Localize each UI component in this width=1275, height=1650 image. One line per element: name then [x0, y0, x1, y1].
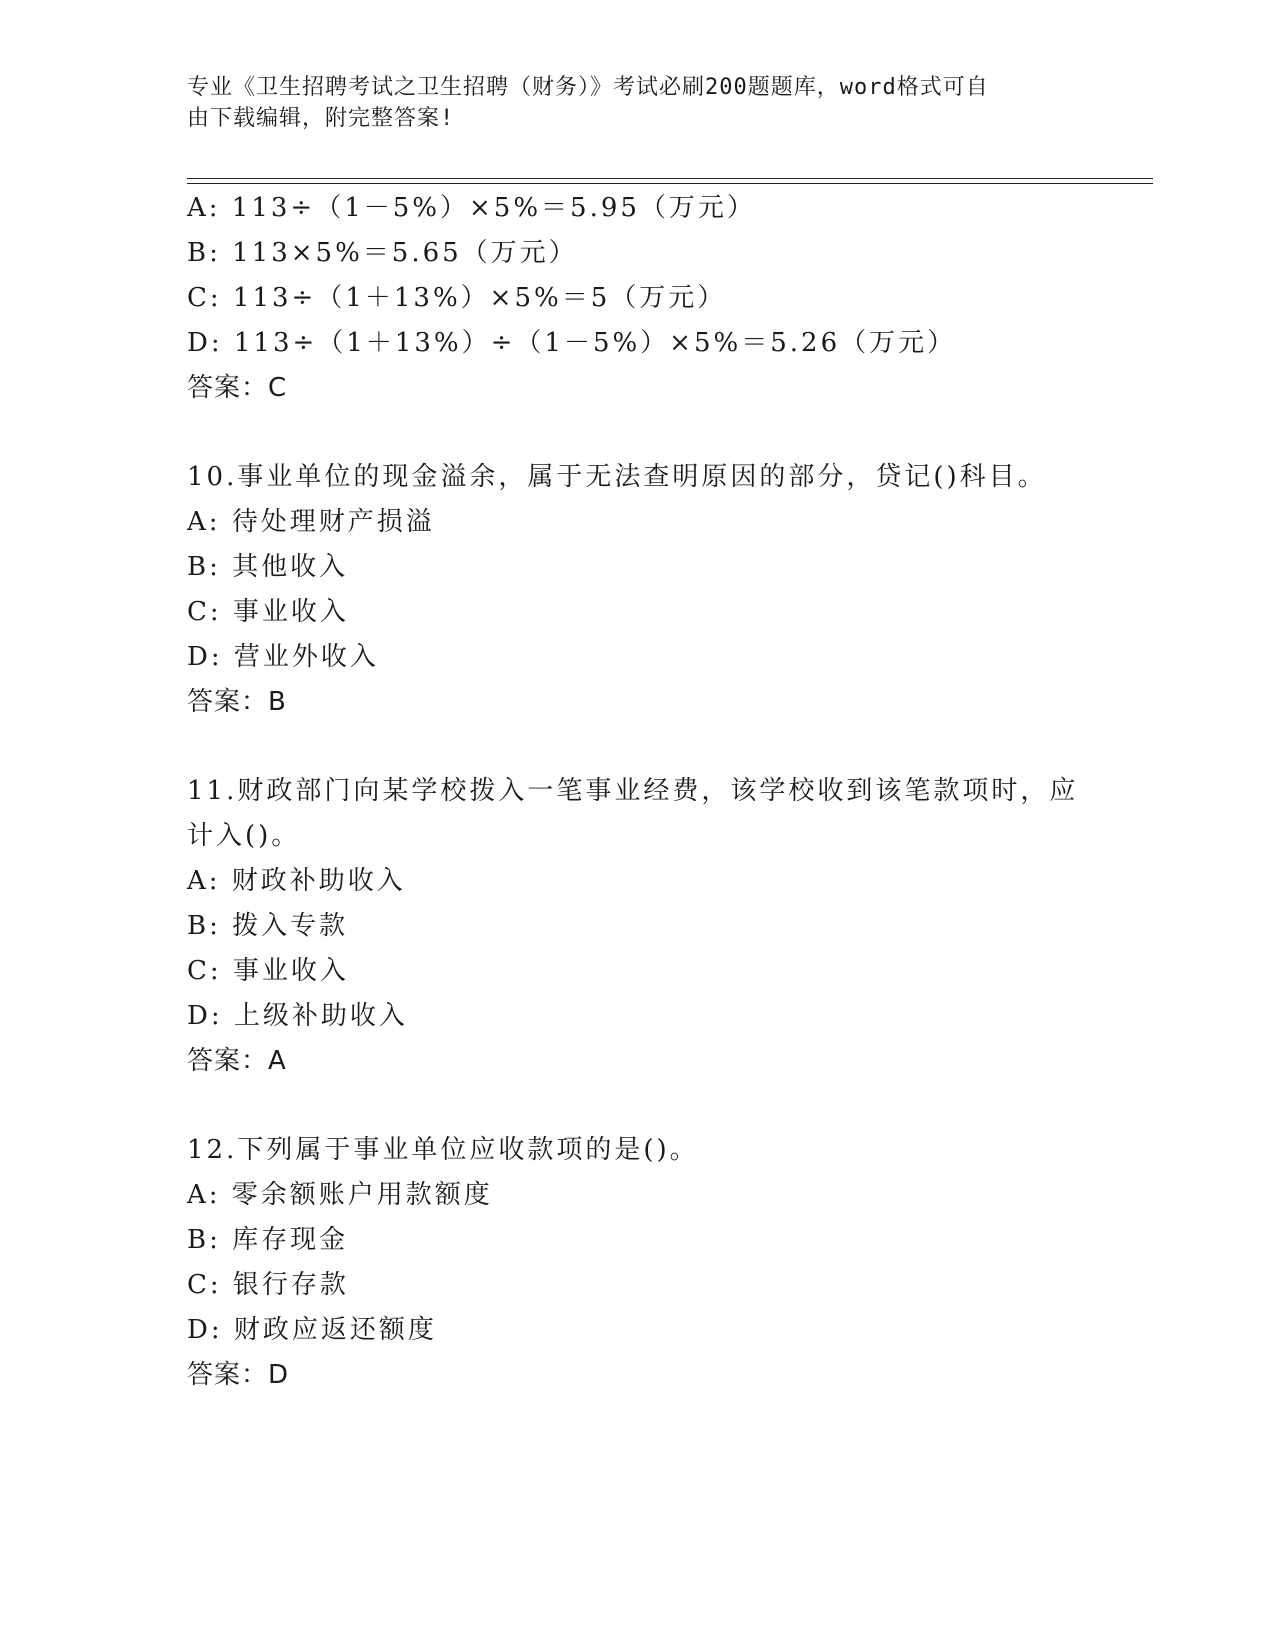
q12-stem: 12.下列属于事业单位应收款项的是()。	[187, 1135, 699, 1165]
header-line-2: 由下载编辑，附完整答案!	[187, 106, 455, 131]
q9-option-b: B: 113×5%＝5.65（万元）	[187, 238, 578, 268]
q12-option-b: B: 库存现金	[187, 1225, 349, 1255]
q11-answer: 答案：A	[187, 1046, 287, 1076]
q10-answer: 答案：B	[187, 687, 287, 717]
q11-stem-line-1: 11.财政部门向某学校拨入一笔事业经费，该学校收到该笔款项时，应	[187, 776, 1079, 806]
document-header	[187, 72, 1067, 134]
q12-option-d: D: 财政应返还额度	[187, 1315, 437, 1345]
q11-option-d: D: 上级补助收入	[187, 1001, 408, 1031]
q10-stem: 10.事业单位的现金溢余，属于无法查明原因的部分，贷记()科目。	[187, 462, 1047, 492]
q9-answer: 答案：C	[187, 373, 288, 403]
q10-option-c: C: 事业收入	[187, 597, 349, 627]
q12-option-a: A: 零余额账户用款额度	[187, 1180, 493, 1210]
q10-option-d: D: 营业外收入	[187, 642, 379, 672]
q10-option-a: A: 待处理财产损溢	[187, 507, 435, 537]
q11-option-c: C: 事业收入	[187, 956, 349, 986]
q9-option-a: A: 113÷（1－5%）×5%＝5.95（万元）	[187, 193, 756, 223]
q11-stem-line-2: 计入()。	[187, 821, 301, 851]
header-line-1: 专业《卫生招聘考试之卫生招聘（财务）》考试必刷200题题库，word格式可自	[187, 75, 989, 100]
q9-option-d: D: 113÷（1＋13%）÷（1－5%）×5%＝5.26（万元）	[187, 328, 957, 358]
header-divider-bottom	[187, 183, 1153, 184]
q9-option-c: C: 113÷（1＋13%）×5%＝5（万元）	[187, 283, 727, 313]
q11-option-b: B: 拨入专款	[187, 911, 349, 941]
q12-option-c: C: 银行存款	[187, 1270, 349, 1300]
q11-option-a: A: 财政补助收入	[187, 866, 406, 896]
q10-option-b: B: 其他收入	[187, 552, 349, 582]
q12-answer: 答案：D	[187, 1360, 290, 1390]
header-divider-top	[187, 178, 1153, 179]
